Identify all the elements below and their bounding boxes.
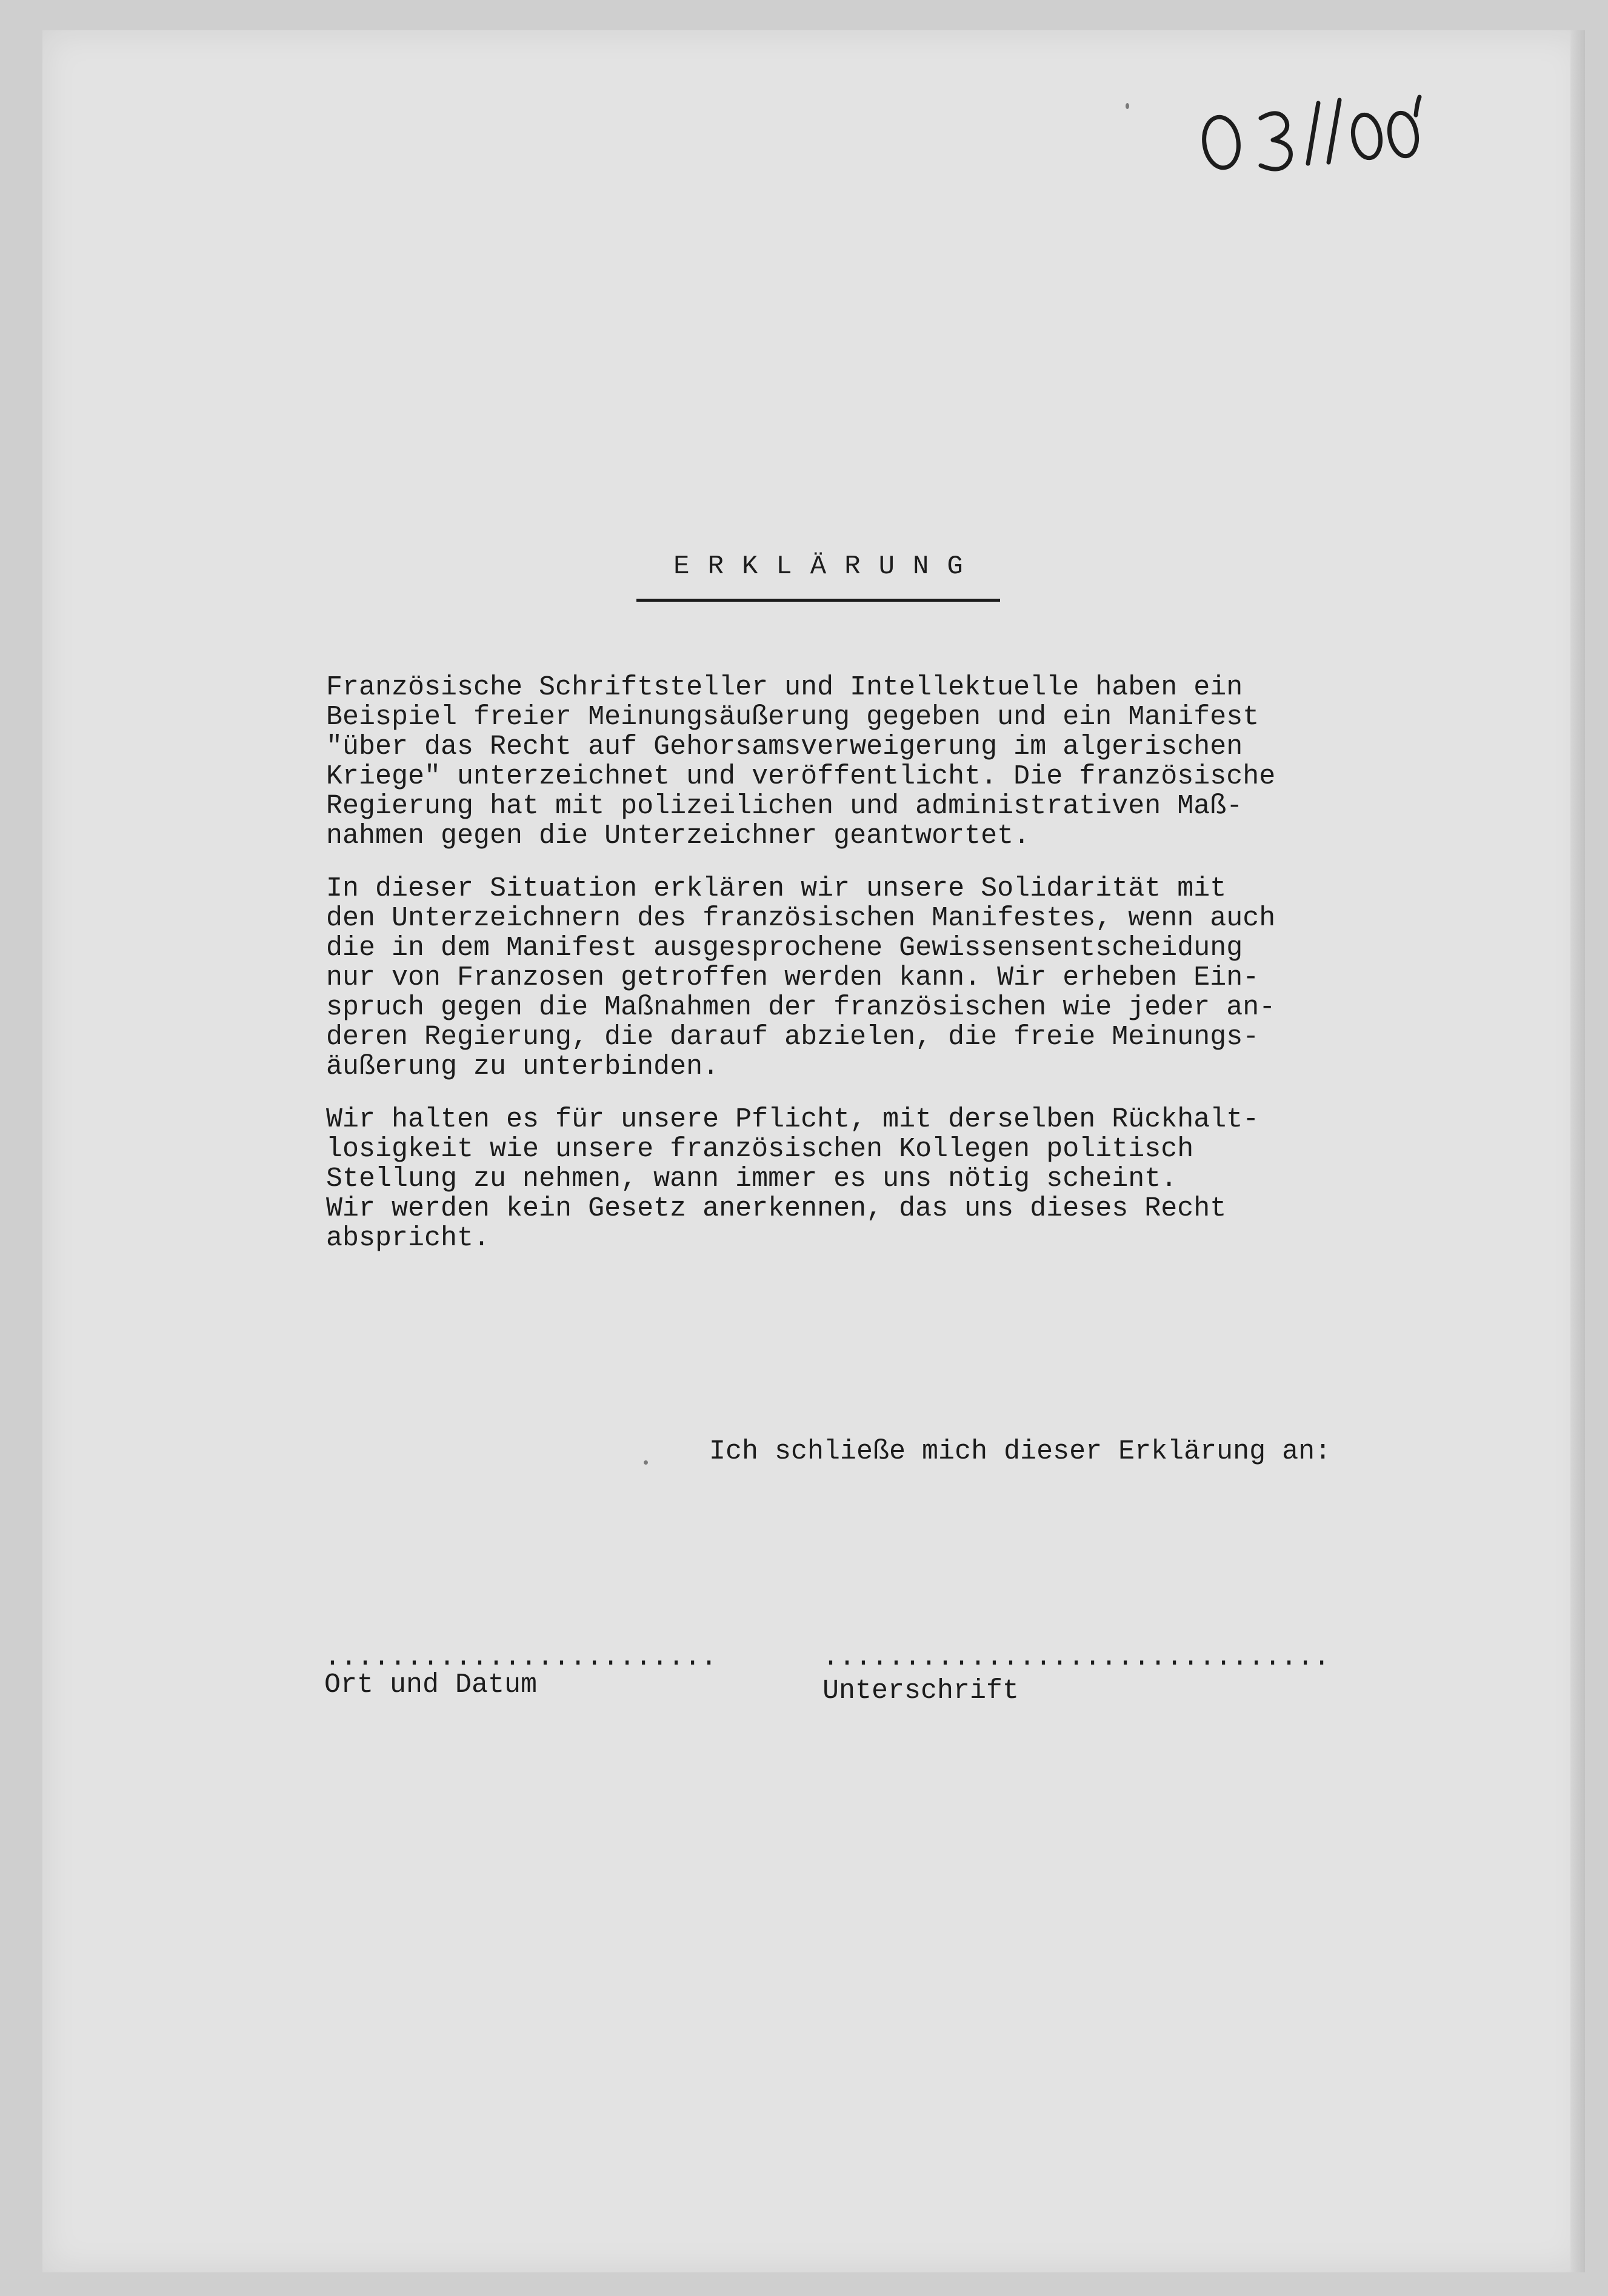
- title-underline: [636, 599, 1000, 602]
- paragraph-1: [326, 673, 1453, 851]
- place-date-label: Ort und Datum: [324, 1669, 538, 1700]
- paper-speck: [1126, 103, 1129, 109]
- text-line: Stellung zu nehmen, wann immer es uns nötig scheint.: [326, 1163, 1178, 1194]
- place-date-dotted-line: ........................: [324, 1642, 718, 1673]
- text-line: nahmen gegen die Unterzeichner geantwortet.: [326, 820, 1030, 851]
- text-line: deren Regierung, die darauf abzielen, die freie Meinungs-: [326, 1022, 1259, 1053]
- handwritten-archive-number: [1194, 85, 1449, 182]
- paragraph-3: [326, 1105, 1453, 1253]
- document-title: ERKLÄRUNG: [673, 551, 981, 582]
- text-line: abspricht.: [326, 1223, 490, 1254]
- paper-speck: [644, 1460, 648, 1465]
- text-line: nur von Franzosen getroffen werden kann. Wir erheben Ein-: [326, 962, 1259, 993]
- declaration-body: [326, 673, 1453, 1276]
- text-line: die in dem Manifest ausgesprochene Gewissensentscheidung: [326, 933, 1243, 963]
- paragraph-2: [326, 874, 1453, 1082]
- signature-dotted-line: ...............................: [822, 1642, 1330, 1673]
- text-line: Wir werden kein Gesetz anerkennen, das uns dieses Recht: [326, 1193, 1227, 1224]
- text-line: losigkeit wie unsere französischen Kollegen politisch: [326, 1134, 1194, 1165]
- text-line: Französische Schriftsteller und Intellektuelle haben ein: [326, 672, 1243, 703]
- text-line: Kriege" unterzeichnet und veröffentlicht. Die französische: [326, 761, 1276, 792]
- title-block: [636, 545, 1000, 612]
- join-statement: Ich schließe mich dieser Erklärung an:: [709, 1436, 1332, 1467]
- text-line: "über das Recht auf Gehorsamsverweigerung im algerischen: [326, 731, 1243, 762]
- text-line: Beispiel freier Meinungsäußerung gegeben und ein Manifest: [326, 702, 1259, 733]
- signature-label: Unterschrift: [822, 1675, 1019, 1706]
- text-line: Wir halten es für unsere Pflicht, mit derselben Rückhalt-: [326, 1104, 1259, 1135]
- text-line: äußerung zu unterbinden.: [326, 1051, 719, 1082]
- text-line: spruch gegen die Maßnahmen der französischen wie jeder an-: [326, 992, 1276, 1023]
- text-line: den Unterzeichnern des französischen Manifestes, wenn auch: [326, 903, 1276, 934]
- text-line: Regierung hat mit polizeilichen und administrativen Maß-: [326, 791, 1243, 822]
- text-line: In dieser Situation erklären wir unsere Solidarität mit: [326, 873, 1227, 904]
- page-edge: [1570, 30, 1585, 2272]
